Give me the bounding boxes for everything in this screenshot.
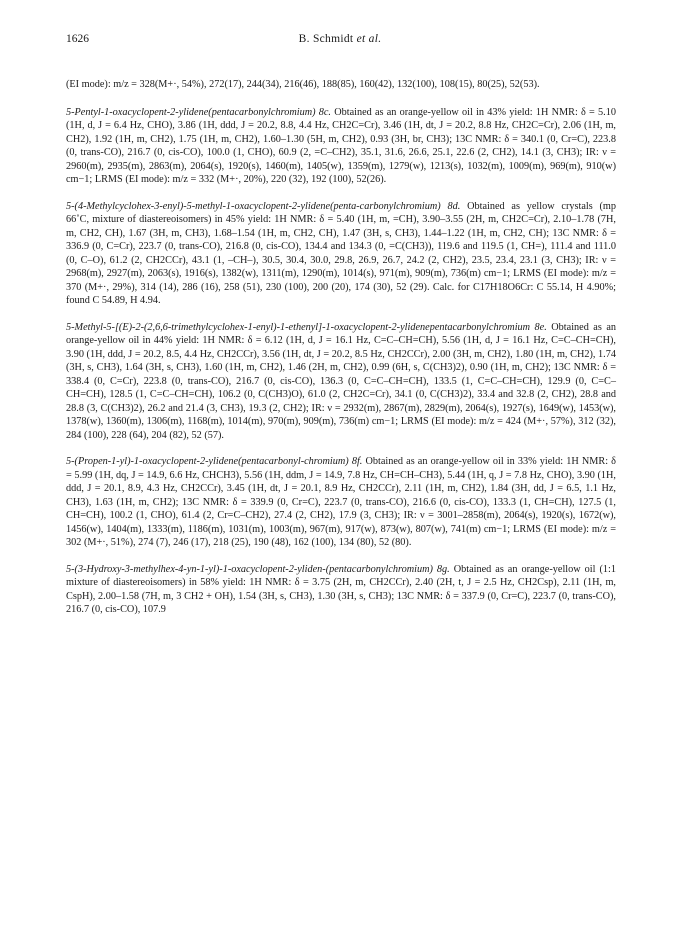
paragraph <box>66 106 616 187</box>
experimental-text <box>66 78 616 630</box>
paragraph <box>66 321 616 443</box>
paragraph <box>66 563 616 617</box>
running-head-et-al: et al. <box>356 33 382 45</box>
compound-name: 5-Pentyl-1-oxacyclopent-2-ylidene(pentacarbonylchromium) 8c. <box>66 106 331 118</box>
page-header <box>66 31 614 47</box>
paragraph-text: (EI mode): m/z = 328(M+·, 54%), 272(17), 244(34), 216(46), 188(85), 160(42), 132(100), 108(15), 80(25), 52(53). <box>66 79 540 90</box>
compound-name: 5-Methyl-5-[(E)-2-(2,6,6-trimethylcyclohex-1-enyl)-1-ethenyl]-1-oxacyclopent-2-ylidenepentacarbonylchromium 8e. <box>66 321 547 333</box>
compound-name: 5-(4-Methylcyclohex-3-enyl)-5-methyl-1-oxacyclopent-2-ylidene(penta-carbonylchromium) 8d. <box>66 200 461 212</box>
compound-name: 5-(3-Hydroxy-3-methylhex-4-yn-1-yl)-1-oxacyclopent-2-yliden-(pentacarbonylchromium) 8g. <box>66 563 450 575</box>
paragraph <box>66 200 616 308</box>
running-head-author: B. Schmidt <box>298 33 354 45</box>
running-head <box>66 31 614 47</box>
paragraph-text: Obtained as an orange-yellow oil in 33% yield: 1H NMR: δ = 5.99 (1H, dq, J = 14.9, 6.6 Hz, CHCH3), 5.56 (1H, ddm, J = 14.9, 7.8 Hz, CH=CH–CH3), 5.44 (1H, q, J = 7.8 Hz, CHO), 3.90 (1H, ddd, J = 20.1, 8.9, 4.3 Hz, CH2CCr), 3.45 (1H, dt, J = 20.1, 8.9 Hz, CH2CCr), 2.11 (1H, m, CH2), 1.84 (3H, dd, J = 6.5, 1.1 Hz, CH3), 1.63 (1H, m, CH2); 13C NMR: δ = 339.9 (0, Cr=C), 223.7 (0, trans-CO), 216.6 (0, cis-CO), 133.3 (1, CH=CH), 127.5 (1, CH=CH), 100.2 (1, CHO), 61.4 (2, Cr=C–CH2), 27.4 (2, CH2), 17.9 (3, CH3); IR: ν = 3001–2858(m), 2064(s), 1920(s), 1672(w), 1456(w), 1404(m), 1333(m), 1186(m), 1031(m), 1003(m), 967(m), 917(w), 873(w), 807(w), 741(m) cm−1; LRMS (EI mode): m/z = 302 (M+·, 51%), 274 (7), 246 (17), 218 (25), 190 (48), 162 (100), 134 (80), 52 (80). <box>66 456 616 548</box>
compound-name: 5-(Propen-1-yl)-1-oxacyclopent-2-ylidene(pentacarbonyl-chromium) 8f. <box>66 456 363 467</box>
paragraph-text: Obtained as an orange-yellow oil in 43% yield: 1H NMR: δ = 5.10 (1H, d, J = 6.4 Hz, CHO), 3.86 (1H, ddd, J = 20.2, 8.8, 4.4 Hz, CH2C=Cr), 3.46 (1H, dt, J = 20.2, 8.8 Hz, CH2C=Cr), 2.06 (1H, m, CH2), 1.92 (1H, m, CH2), 1.75 (1H, m, CH2), 1.60–1.30 (5H, m, CH2), 0.93 (3H, br, CH3); 13C NMR: δ = 340.1 (0, Cr=C), 223.8 (0, trans-CO), 216.7 (0, cis-CO), 100.0 (1, CHO), 60.9 (2, =C–CH2), 35.1, 31.6, 26.6, 25.1, 22.6 (2, CH2), 14.1 (3, CH3); IR: ν = 2960(m), 2935(m), 2863(m), 2064(s), 1920(s), 1460(m), 1405(w), 1359(m), 1279(w), 1213(s), 1032(m), 1009(m), 969(m), 910(w) cm−1; LRMS (EI mode): m/z = 332 (M+·, 20%), 220 (32), 192 (100), 52(26). <box>66 106 616 185</box>
paragraph-text: Obtained as an orange-yellow oil (1:1 mixture of diastereoisomers) in 58% yield: 1H NMR: δ = 3.75 (2H, m, CH2CCr), 2.40 (2H, t, J = 2.5 Hz, CH2Csp), 2.11 (1H, m, CspH), 2.00–1.58 (7H, m, 3 CH2 + OH), 1.54 (3H, s, CH3), 1.30 (3H, s, CH3); 13C NMR: δ = 337.9 (0, Cr=C), 223.7 (0, trans-CO), 216.7 (0, cis-CO), 107.9 <box>66 563 616 615</box>
paragraph-text: Obtained as yellow crystals (mp 66˚C, mixture of diastereoisomers) in 45% yield: 1H NMR: δ = 5.40 (1H, m, =CH), 3.90–3.55 (2H, m, CH2C=Cr), 2.10–1.78 (7H, m, CH2, CH), 1.67 (3H, m, CH3), 1.68–1.54 (1H, m, CH2, CH), 1.47 (3H, s, CH3), 1.44–1.22 (1H, m, CH2, CH); 13C NMR: δ = 336.9 (0, C=Cr), 223.7 (0, trans-CO), 216.8 (0, cis-CO), 134.4 and 134.3 (0, =C(CH3)), 119.6 and 119.5 (1, CH=), 111.4 and 111.0 (0, C–O), 61.2 (2, CH2CCr), 43.1 (1, –CH–), 30.5, 30.4, 30.0, 29.8, 26.9, 26.7, 24.2 (2, CH2), 23.5, 23.4, 23.1 (3, CH3); IR: ν = 2968(m), 2927(m), 2063(s), 1916(s), 1382(w), 1311(m), 1290(m), 1014(s), 971(m), 909(m), 736(m) cm−1; LRMS (EI mode): m/z = 370 (M+·, 29%), 314 (14), 286 (16), 258 (51), 230 (100), 200 (20), 174 (30), 52 (29). Calc. for C17H18O6Cr: C 55.14, H 4.90%; found C 54.89, H 4.94. <box>66 200 616 306</box>
page-number: 1626 <box>66 33 89 45</box>
paragraph-text: Obtained as an orange-yellow oil in 44% yield: 1H NMR: δ = 6.12 (1H, d, J = 16.1 Hz, C=C–CH=CH), 5.56 (1H, d, J = 16.1 Hz, C=C–CH=CH), 3.90 (1H, ddd, J = 20.2, 8.5, 4.4 Hz, CH2CCr), 3.56 (1H, dt, J = 20.2, 8.5 Hz, CH2CCr), 2.00 (3H, m, CH2), 1.80 (1H, m, CH2), 1.74 (3H, s, CH3), 1.64 (3H, s, CH3), 1.60 (1H, m, CH2), 1.46 (2H, m, CH2), 0.99 (6H, s, C(CH3)2), 0.90 (1H, m, CH2); 13C NMR: δ = 338.4 (0, C=Cr), 223.8 (0, trans-CO), 216.7 (0, cis-CO), 136.3 (0, C=C–CH=CH), 133.5 (1, C=C–CH=CH), 129.9 (0, C=C–CH=CH), 128.5 (1, C=C–CH=CH), 106.2 (0, C(CH3)O), 61.0 (2, CH2C=Cr), 34.1 (0, C(CH3)2), 33.4 and 32.8 (2, CH2), 28.8 and 28.8 (3, C(CH3)2), 26.2 and 21.4 (3, CH3), 19.3 (2, CH2); IR: ν = 2932(m), 2867(m), 2829(m), 2064(s), 1927(s), 1649(w), 1453(w), 1378(w), 1360(m), 1306(m), 1168(m), 1014(m), 970(m), 909(m), 736(m) cm−1; LRMS (EI mode): m/z = 424 (M+·, 57%), 312 (32), 284 (100), 228 (64), 204 (82), 52 (57). <box>66 321 616 441</box>
paragraph <box>66 455 616 550</box>
paragraph <box>66 78 616 92</box>
